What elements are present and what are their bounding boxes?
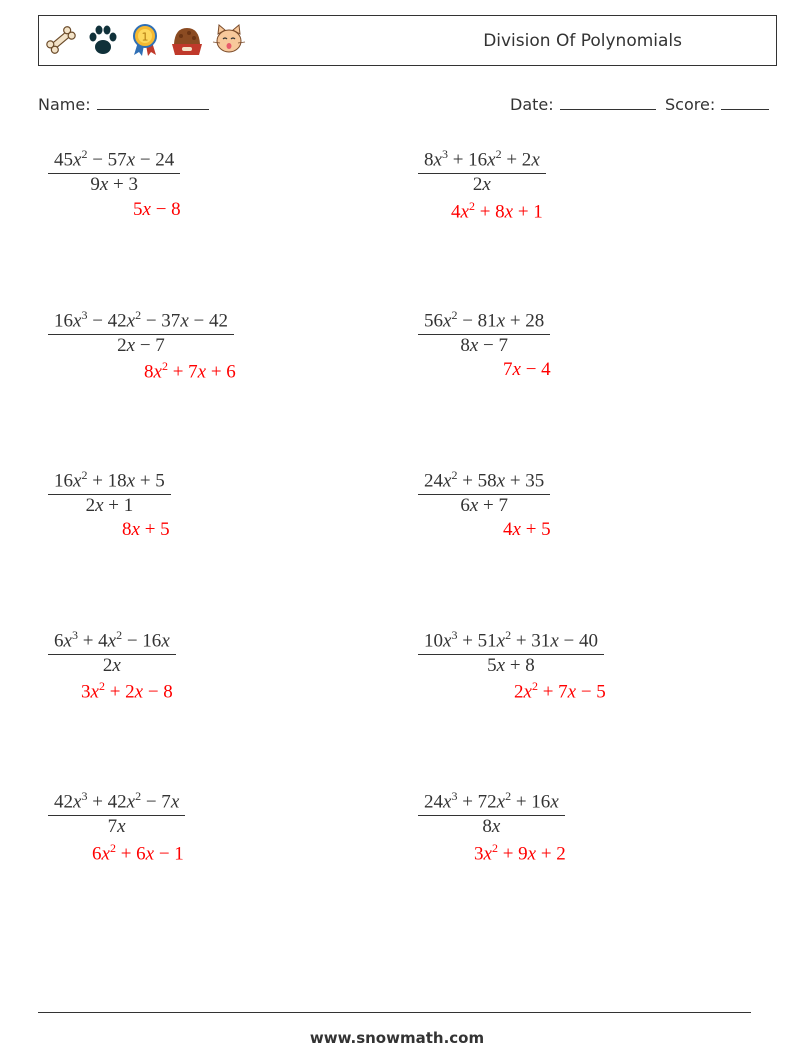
numerator: $42x^3 + 42x^2 - 7x$ — [54, 789, 180, 813]
problem-1 — [48, 147, 180, 196]
numerator: $45x^2 - 57x - 24$ — [54, 147, 175, 171]
fraction — [48, 308, 234, 357]
cat-face-icon — [211, 22, 247, 58]
worksheet-title: Division Of Polynomials — [483, 31, 682, 51]
date-field — [510, 93, 656, 114]
medal-icon — [127, 22, 163, 58]
header-icons — [43, 22, 247, 60]
answer-2: $4x^2 + 8x + 1$ — [451, 199, 543, 223]
score-field — [665, 93, 769, 114]
problem-7 — [48, 628, 176, 677]
numerator: $6x^3 + 4x^2 - 16x$ — [54, 628, 170, 652]
name-blank[interactable] — [97, 93, 209, 110]
score-label: Score: — [665, 95, 716, 114]
numerator: $10x^3 + 51x^2 + 31x - 40$ — [424, 628, 598, 652]
answer-1: 5x − 8 — [133, 199, 181, 220]
denominator: 8x − 7 — [460, 335, 508, 357]
answer-6: 4x + 5 — [503, 519, 551, 540]
date-label: Date: — [510, 95, 554, 114]
answer-7: $3x^2 + 2x - 8$ — [81, 679, 173, 703]
paw-print-icon — [85, 22, 121, 58]
score-blank[interactable] — [721, 93, 769, 110]
problem-6 — [418, 468, 550, 517]
footer-divider — [38, 1012, 751, 1013]
problem-4 — [418, 308, 550, 357]
fraction — [418, 628, 604, 677]
denominator: 2x — [472, 174, 491, 196]
answer-9: $6x^2 + 6x - 1$ — [92, 841, 184, 865]
fraction — [48, 628, 176, 677]
answer-5: 8x + 5 — [122, 519, 170, 540]
worksheet-header — [38, 15, 777, 66]
fraction — [418, 789, 565, 838]
name-label: Name: — [38, 95, 91, 114]
fraction — [48, 147, 180, 196]
footer-url[interactable]: www.snowmath.com — [309, 1029, 485, 1047]
answer-3: $8x^2 + 7x + 6$ — [144, 359, 236, 383]
denominator: 7x — [107, 816, 126, 838]
date-blank[interactable] — [560, 93, 656, 110]
denominator: 5x + 8 — [487, 655, 535, 677]
numerator: $16x^3 - 42x^2 - 37x - 42$ — [54, 308, 228, 332]
problem-10 — [418, 789, 565, 838]
svg-text:1: 1 — [141, 30, 149, 44]
bone-icon — [43, 22, 79, 58]
answer-4: 7x − 4 — [503, 359, 551, 380]
problem-8 — [418, 628, 604, 677]
problem-9 — [48, 789, 185, 838]
problem-5 — [48, 468, 171, 517]
problem-3 — [48, 308, 234, 357]
denominator: 2x − 7 — [117, 335, 165, 357]
dog-food-bowl-icon — [169, 22, 205, 58]
fraction — [418, 308, 550, 357]
numerator: $16x^2 + 18x + 5$ — [54, 468, 165, 492]
problem-2 — [418, 147, 546, 196]
denominator: 2x — [102, 655, 121, 677]
fraction — [48, 468, 171, 517]
answer-8: $2x^2 + 7x - 5$ — [514, 679, 606, 703]
fraction — [418, 468, 550, 517]
denominator: 9x + 3 — [90, 174, 138, 196]
answer-10: $3x^2 + 9x + 2$ — [474, 841, 566, 865]
name-field — [38, 93, 209, 114]
numerator: $8x^3 + 16x^2 + 2x$ — [424, 147, 540, 171]
numerator: $24x^3 + 72x^2 + 16x$ — [424, 789, 559, 813]
denominator: 2x + 1 — [85, 495, 134, 517]
denominator: 6x + 7 — [460, 495, 508, 517]
numerator: $56x^2 - 81x + 28$ — [424, 308, 545, 332]
denominator: 8x — [482, 816, 501, 838]
numerator: $24x^2 + 58x + 35$ — [424, 468, 545, 492]
fraction — [418, 147, 546, 196]
fraction — [48, 789, 185, 838]
